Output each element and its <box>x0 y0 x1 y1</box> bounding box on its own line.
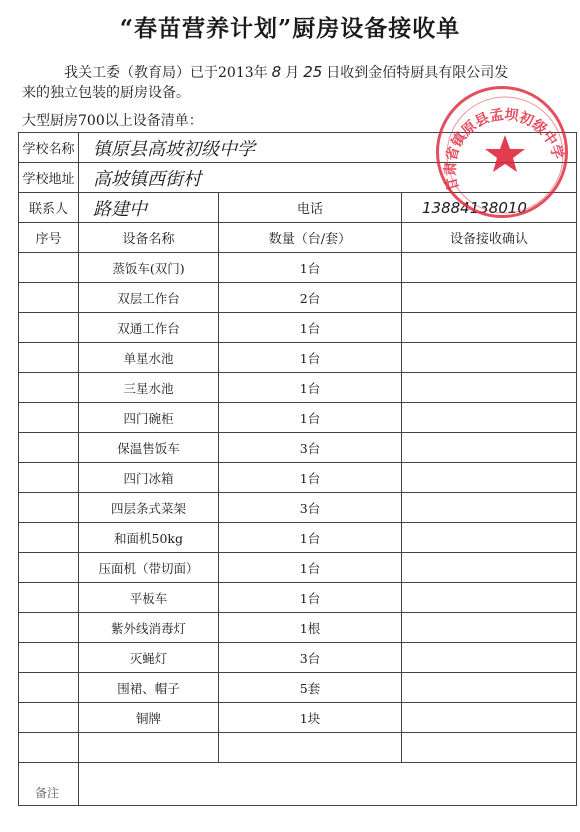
seal-text: 甘肃省镇原县孟坝初级中学 <box>442 106 567 193</box>
serial-cell <box>19 493 79 523</box>
quantity-cell: 1台 <box>219 253 402 283</box>
quantity-cell: 5套 <box>219 673 402 703</box>
intro-text-part3: 日收到金佰特厨具有限公司发 <box>326 65 509 81</box>
serial-cell <box>19 403 79 433</box>
table-row <box>19 673 577 703</box>
table-row <box>19 343 577 373</box>
equipment-name-cell: 紫外线消毒灯 <box>79 613 219 643</box>
quantity-cell: 1根 <box>219 613 402 643</box>
receipt-confirm-cell <box>402 253 577 283</box>
quantity-cell: 1块 <box>219 703 402 733</box>
table-row <box>19 643 577 673</box>
header-serial: 序号 <box>19 223 79 253</box>
receipt-confirm-cell <box>402 493 577 523</box>
note-row <box>19 763 577 806</box>
equipment-name-cell: 围裙、帽子 <box>79 673 219 703</box>
receipt-confirm-cell <box>402 463 577 493</box>
table-row <box>19 733 577 763</box>
receipt-confirm-cell <box>402 283 577 313</box>
equipment-receipt-table <box>18 132 577 806</box>
quantity-cell: 1台 <box>219 553 402 583</box>
handwritten-month: 8 <box>271 63 282 81</box>
serial-cell <box>19 433 79 463</box>
equipment-name-cell: 双层工作台 <box>79 283 219 313</box>
equipment-name-cell: 和面机50kg <box>79 523 219 553</box>
serial-cell <box>19 373 79 403</box>
quantity-cell: 2台 <box>219 283 402 313</box>
table-row <box>19 283 577 313</box>
table-row <box>19 553 577 583</box>
equipment-name-cell: 灭蝇灯 <box>79 643 219 673</box>
header-quantity: 数量（台/套） <box>219 223 402 253</box>
intro-text-part2: 月 <box>285 65 300 81</box>
serial-cell <box>19 343 79 373</box>
receipt-confirm-cell <box>402 313 577 343</box>
receipt-confirm-cell <box>402 343 577 373</box>
header-equipment-name: 设备名称 <box>79 223 219 253</box>
serial-cell <box>19 673 79 703</box>
table-row <box>19 463 577 493</box>
contact-row <box>19 193 577 223</box>
equipment-name-cell: 单星水池 <box>79 343 219 373</box>
note-content <box>79 763 577 806</box>
intro-paragraph <box>22 62 570 103</box>
table-row <box>19 403 577 433</box>
table-row <box>19 583 577 613</box>
school-name-row <box>19 133 577 163</box>
table-row <box>19 313 577 343</box>
serial-cell <box>19 463 79 493</box>
serial-cell <box>19 253 79 283</box>
table-row <box>19 253 577 283</box>
quantity-cell: 1台 <box>219 343 402 373</box>
school-name-label: 学校名称 <box>19 133 79 163</box>
serial-cell <box>19 553 79 583</box>
table-header-row <box>19 223 577 253</box>
receipt-confirm-cell <box>402 523 577 553</box>
receipt-confirm-cell <box>402 703 577 733</box>
serial-cell <box>19 733 79 763</box>
serial-cell <box>19 703 79 733</box>
note-label: 备注 <box>19 763 79 806</box>
equipment-name-cell <box>79 733 219 763</box>
quantity-cell <box>219 733 402 763</box>
school-address-row <box>19 163 577 193</box>
quantity-cell: 3台 <box>219 493 402 523</box>
receipt-confirm-cell <box>402 403 577 433</box>
equipment-name-cell: 双通工作台 <box>79 313 219 343</box>
receipt-confirm-cell <box>402 733 577 763</box>
quantity-cell: 1台 <box>219 373 402 403</box>
equipment-name-cell: 四门冰箱 <box>79 463 219 493</box>
school-address-label: 学校地址 <box>19 163 79 193</box>
contact-label: 联系人 <box>19 193 79 223</box>
table-row <box>19 373 577 403</box>
quantity-cell: 1台 <box>219 313 402 343</box>
table-row <box>19 523 577 553</box>
quantity-cell: 1台 <box>219 523 402 553</box>
equipment-name-cell: 三星水池 <box>79 373 219 403</box>
header-receipt-confirm: 设备接收确认 <box>402 223 577 253</box>
serial-cell <box>19 523 79 553</box>
quantity-cell: 3台 <box>219 433 402 463</box>
serial-cell <box>19 313 79 343</box>
intro-text-line2: 来的独立包装的厨房设备。 <box>22 85 190 101</box>
handwritten-day: 25 <box>303 63 323 81</box>
intro-text-part1: 我关工委（教育局）已于2013年 <box>64 65 268 81</box>
receipt-confirm-cell <box>402 433 577 463</box>
quantity-cell: 1台 <box>219 463 402 493</box>
receipt-confirm-cell <box>402 673 577 703</box>
equipment-name-cell: 蒸饭车(双门) <box>79 253 219 283</box>
serial-cell <box>19 643 79 673</box>
receipt-confirm-cell <box>402 643 577 673</box>
equipment-name-cell: 四门碗柜 <box>79 403 219 433</box>
equipment-name-cell: 压面机（带切面） <box>79 553 219 583</box>
receipt-confirm-cell <box>402 583 577 613</box>
list-heading: 大型厨房700以上设备清单： <box>22 113 203 129</box>
contact-value: 路建中 <box>79 193 219 223</box>
serial-cell <box>19 613 79 643</box>
table-row <box>19 433 577 463</box>
receipt-confirm-cell <box>402 373 577 403</box>
quantity-cell: 1台 <box>219 403 402 433</box>
receipt-confirm-cell <box>402 553 577 583</box>
school-name-value: 镇原县高坡初级中学 <box>79 133 577 163</box>
quantity-cell: 3台 <box>219 643 402 673</box>
serial-cell <box>19 583 79 613</box>
phone-value: 13884138010 <box>402 193 577 223</box>
equipment-name-cell: 四层条式菜架 <box>79 493 219 523</box>
table-row <box>19 493 577 523</box>
equipment-name-cell: 保温售饭车 <box>79 433 219 463</box>
document-title: “春苗营养计划”厨房设备接收单 <box>119 15 461 42</box>
quantity-cell: 1台 <box>219 583 402 613</box>
school-address-value: 高坡镇西街村 <box>79 163 577 193</box>
receipt-confirm-cell <box>402 613 577 643</box>
phone-label: 电话 <box>219 193 402 223</box>
equipment-name-cell: 铜牌 <box>79 703 219 733</box>
serial-cell <box>19 283 79 313</box>
equipment-name-cell: 平板车 <box>79 583 219 613</box>
table-row <box>19 613 577 643</box>
table-row <box>19 703 577 733</box>
